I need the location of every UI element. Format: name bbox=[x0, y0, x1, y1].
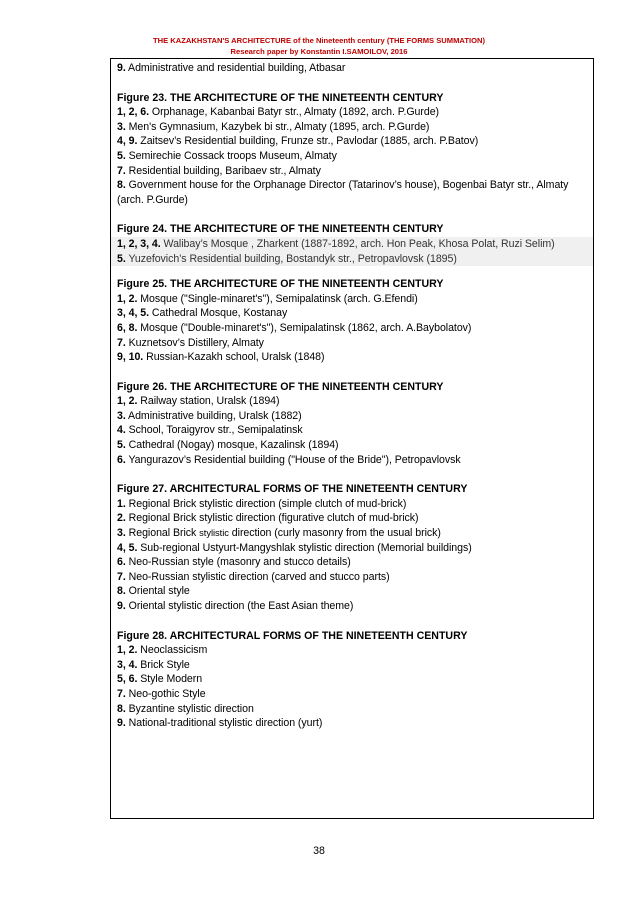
caption-item: 7. Neo-Russian stylistic direction (carved and stucco parts) bbox=[117, 570, 390, 583]
figure-title: Figure 26. THE ARCHITECTURE OF THE NINETEENTH CENTURY bbox=[117, 380, 444, 393]
caption-item: 3. Administrative building, Uralsk (1882) bbox=[117, 409, 302, 422]
figure-title: Figure 28. ARCHITECTURAL FORMS OF THE NINETEENTH CENTURY bbox=[117, 629, 468, 642]
caption-item: 5. Yuzefovich’s Residential building, Bostandyk str., Petropavlovsk (1895) bbox=[111, 252, 593, 267]
caption-item: 5, 6. Style Modern bbox=[117, 673, 203, 686]
caption-item: 1, 2, 3, 4. Walibay’s Mosque , Zharkent (1887-1892, arch. Hon Peak, Khosa Polat, Ruzi Selim) bbox=[111, 237, 593, 252]
caption-item: 6. Neo-Russian style (masonry and stucco details) bbox=[117, 556, 351, 569]
header-author: Research paper by Konstantin I.SAMOILOV, 2016 bbox=[230, 46, 408, 56]
caption-item: 6, 8. Mosque ("Double-minaret's"), Semipalatinsk (1862, arch. A.Baybolatov) bbox=[117, 321, 472, 334]
caption-item: 2. Regional Brick stylistic direction (figurative clutch of mud-brick) bbox=[117, 512, 419, 525]
page-number: 38 bbox=[313, 845, 325, 857]
caption-item: 1, 2, 6. Orphanage, Kabanbai Batyr str., Almaty (1892, arch. P.Gurde) bbox=[117, 106, 440, 119]
caption-item: 1, 2. Neoclassicism bbox=[117, 644, 208, 657]
caption-item: 7. Kuznetsov’s Distillery, Almaty bbox=[117, 336, 264, 349]
caption-item: 9, 10. Russian-Kazakh school, Uralsk (1848) bbox=[117, 351, 325, 364]
caption-item: 8. Government house for the Orphanage Director (Tatarinov’s house), Bogenbai Batyr str., Almaty (arch. P.Gurde) bbox=[117, 179, 569, 206]
caption-item: 1, 2. Railway station, Uralsk (1894) bbox=[117, 395, 280, 408]
caption-item: 3. Regional Brick stylistic direction (curly masonry from the usual brick) bbox=[117, 527, 441, 540]
caption-item: 8. Oriental style bbox=[117, 585, 190, 598]
caption-item: 5. Semirechie Cossack troops Museum, Almaty bbox=[117, 149, 337, 162]
caption-item: 9. Oriental stylistic direction (the East Asian theme) bbox=[117, 600, 354, 612]
caption-item: 9. Administrative and residential building, Atbasar bbox=[117, 62, 346, 74]
figure-title: Figure 25. THE ARCHITECTURE OF THE NINETEENTH CENTURY bbox=[117, 278, 444, 291]
caption-item: 4. School, Toraigyrov str., Semipalatinsk bbox=[117, 424, 303, 437]
caption-item: 7. Residential building, Baribaev str., Almaty bbox=[117, 164, 321, 177]
caption-item: 5. Cathedral (Nogay) mosque, Kazalinsk (1894) bbox=[117, 439, 339, 452]
caption-box bbox=[110, 58, 594, 819]
caption-item: 6. Yangurazov’s Residential building ("House of the Bride"), Petropavlovsk bbox=[117, 453, 461, 466]
caption-item: 4, 5. Sub-regional Ustyurt-Mangyshlak stylistic direction (Memorial buildings) bbox=[117, 541, 472, 554]
caption-item: 4, 9. Zaitsev’s Residential building, Frunze str., Pavlodar (1885, arch. P.Batov) bbox=[117, 135, 479, 148]
figure-title: Figure 24. THE ARCHITECTURE OF THE NINETEENTH CENTURY bbox=[117, 223, 444, 236]
caption-item: 3, 4, 5. Cathedral Mosque, Kostanay bbox=[117, 307, 288, 320]
caption-item: 3, 4. Brick Style bbox=[117, 658, 190, 671]
caption-item: 1, 2. Mosque ("Single-minaret's"), Semipalatinsk (arch. G.Efendi) bbox=[117, 292, 418, 305]
caption-item: 7. Neo-gothic Style bbox=[117, 687, 206, 700]
caption-item: 1. Regional Brick stylistic direction (simple clutch of mud-brick) bbox=[117, 497, 407, 510]
running-header bbox=[0, 36, 638, 57]
caption-item: 3. Men's Gymnasium, Kazybek bi str., Almaty (1895, arch. P.Gurde) bbox=[117, 120, 430, 133]
header-title: THE KAZAKHSTAN'S ARCHITECTURE of the Nineteenth century (THE FORMS SUMMATION) bbox=[153, 36, 485, 45]
figure-title: Figure 23. THE ARCHITECTURE OF THE NINETEENTH CENTURY bbox=[117, 91, 444, 104]
caption-item: 8. Byzantine stylistic direction bbox=[117, 702, 254, 715]
caption-item: 9. National-traditional stylistic direction (yurt) bbox=[117, 717, 323, 730]
figure-title: Figure 27. ARCHITECTURAL FORMS OF THE NINETEENTH CENTURY bbox=[117, 483, 468, 496]
